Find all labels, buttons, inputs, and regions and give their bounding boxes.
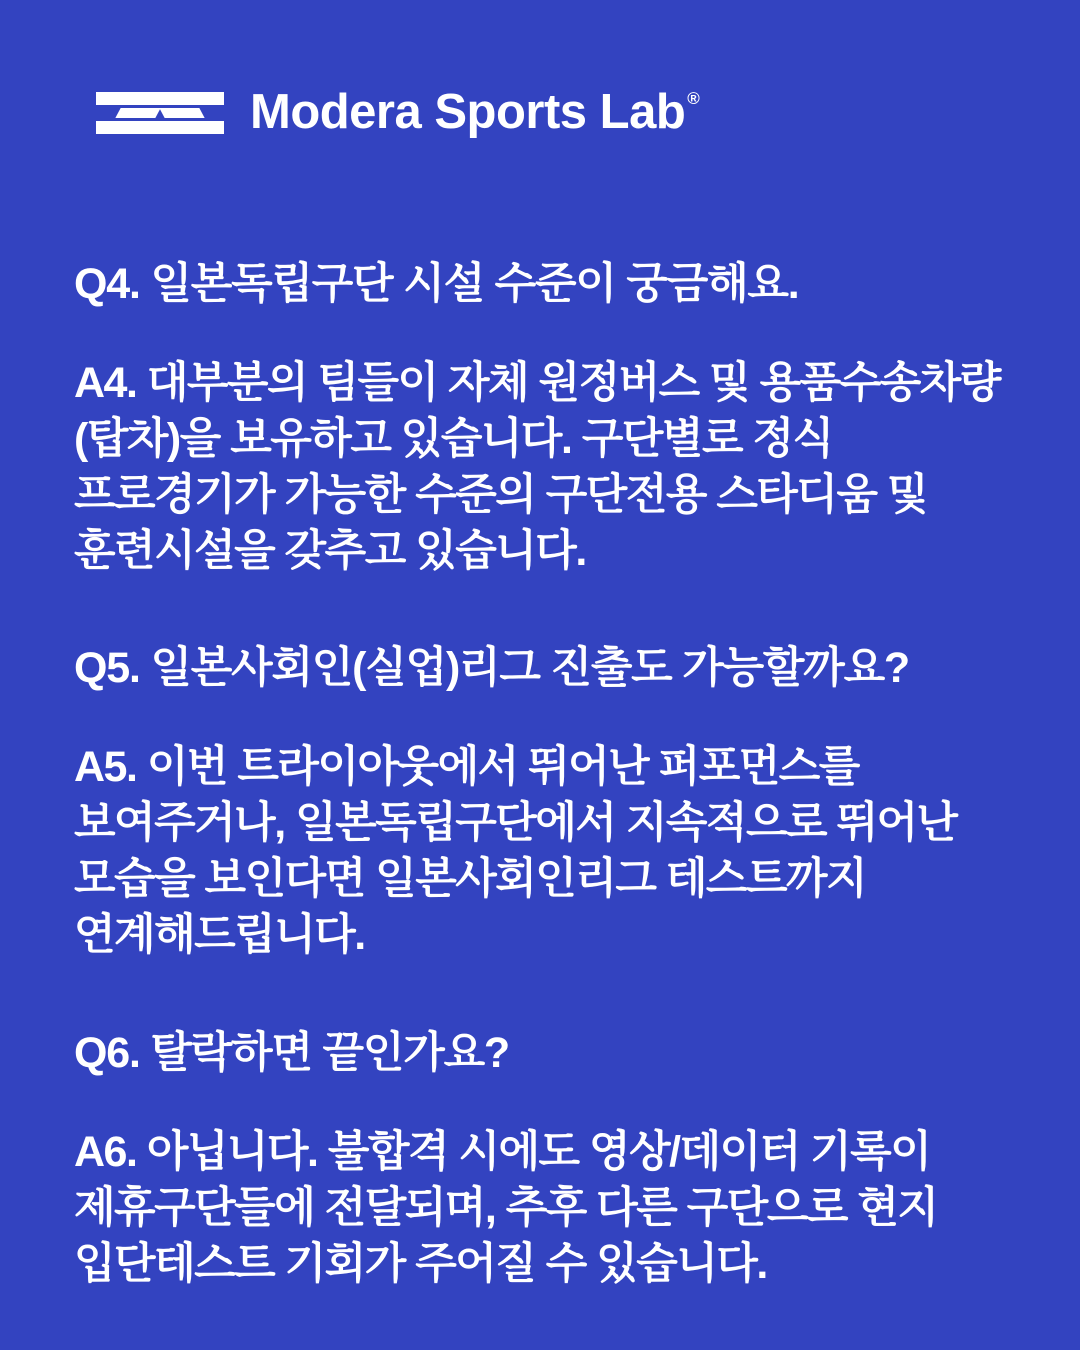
faq-question: Q6. 탈락하면 끝인가요? [74, 1028, 509, 1077]
faq-question: Q4. 일본독립구단 시설 수준이 궁금해요. [74, 260, 799, 308]
modera-chevron-logo-icon [96, 90, 224, 136]
logo-chevron-left [115, 108, 160, 118]
brand-header [96, 85, 700, 139]
faq-answer: A5. 이번 트라이아웃에서 뛰어난 퍼포먼스를 보여주거나, 일본독립구단에서 지속적으로 뛰어난 모습을 보인다면 일본사회인리그 테스트까지 연계해드립니다. [74, 743, 957, 960]
faq-question: Q5. 일본사회인(실업)리그 진출도 가능할까요? [74, 644, 909, 693]
logo-bar-top [96, 92, 224, 105]
logo-chevron-right [159, 108, 204, 118]
faq-answer: A6. 아닙니다. 불합격 시에도 영상/데이터 기록이 제휴구단들에 전달되며, 추후 다른 구단으로 현지 입단테스트 기회가 주어질 수 있습니다. [74, 1127, 938, 1288]
registered-trademark-mark: ® [687, 89, 700, 108]
brand-wordmark [250, 85, 700, 139]
faq-list [74, 214, 1018, 1292]
brand-wordmark-text: Modera Sports Lab [250, 85, 686, 139]
faq-answer: A4. 대부분의 팀들이 자체 원정버스 및 용품수송차량(탑차)을 보유하고 있습니다. 구단별로 정식 프로경기가 가능한 수준의 구단전용 스타디움 및 훈련시설을 갖추고 있습니다. [74, 358, 1000, 575]
logo-bar-bottom [96, 121, 224, 134]
